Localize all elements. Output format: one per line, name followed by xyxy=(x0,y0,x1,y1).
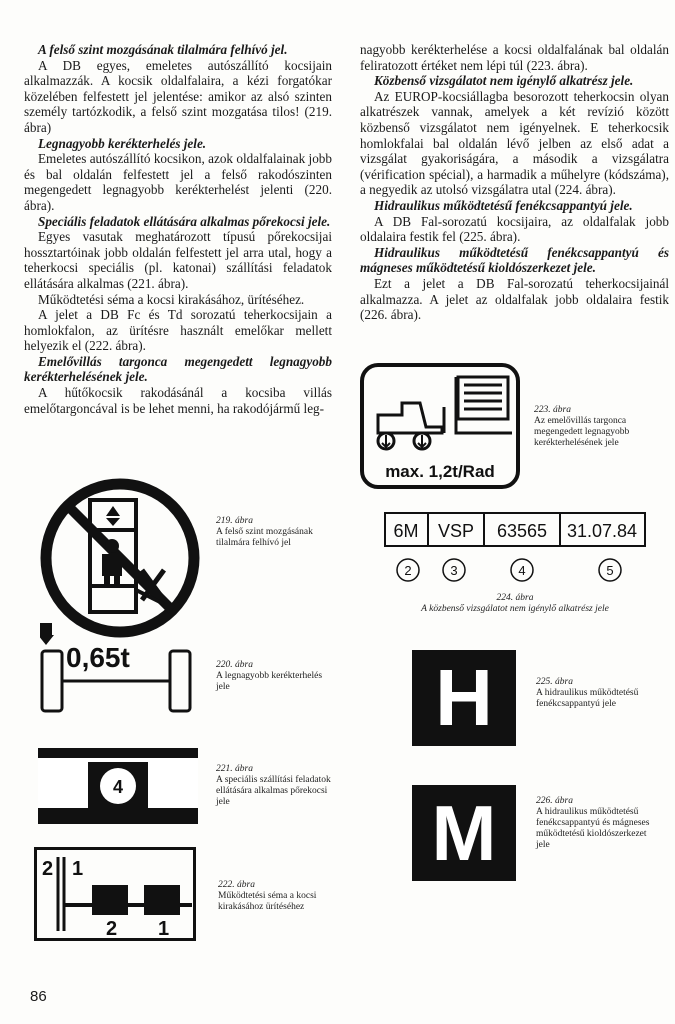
figure-219-prohibition-sign xyxy=(40,478,200,638)
paragraph: Emeletes autószállító kocsikon, azok oldalfalainak jobb és bal oldalán felfestett jel a felső rakodószinten megengedett legnagyobb kerékterhelést jelenti (220. ábra). xyxy=(24,151,332,213)
load-value: 0,65t xyxy=(66,642,130,673)
hopper-left-icon xyxy=(92,885,128,915)
marker-5: 5 xyxy=(606,563,614,578)
marker-2: 2 xyxy=(404,563,412,578)
scheme-label-top-right: 1 xyxy=(72,858,84,880)
cell-workshop-code: 63565 xyxy=(496,521,548,541)
max-load-text: max. 1,2t/Rad xyxy=(385,462,495,481)
heading-forklift-wheel-load: Emelővillás targonca megengedett legnagyobb kerékterhelésének jele. xyxy=(24,353,332,385)
paragraph: Az EUROP-kocsiállagba besorozott teherkocsin olyan alkatrészek vannak, amelyek a két revízió között közbenső vizsgálatot nem igényelnek. E teherkocsik homlokfalai bal oldalán lévő jelben az első adat a vizsgálat gyakoriságára, a második a vizsgálatra (vérification spécial), a harmadik a műhelyre (kódszáma), a negyedik az utolsó vizsgálatra utal (224. ábra). xyxy=(360,88,669,198)
caption-225: 225. ábra A hidraulikus működtetésű fenékcsappantyú jele xyxy=(536,677,639,709)
up-down-arrow-icon xyxy=(106,506,120,526)
cell-last-inspection: 31.07.84 xyxy=(566,521,638,541)
wheel-right-icon xyxy=(170,651,190,711)
heading-hydraulic-magnetic: Hidraulikus működtetésű fenékcsappantyú és mágneses működtetésű kioldószerkezet jele. xyxy=(360,244,669,276)
figure-224-inspection-label xyxy=(384,512,646,588)
figure-222-operation-scheme xyxy=(34,847,196,941)
caption-223: 223. ábra Az emelővillás targonca megengedett legnagyobb kerékterhelésének jele xyxy=(534,405,630,448)
left-text-column xyxy=(24,42,332,416)
heading-upper-level-prohibition: A felső szint mozgásának tilalmára felhívó jel. xyxy=(38,42,288,57)
caption-221: 221. ábra A speciális szállítási feladatok ellátására alkalmas pőrekocsi jele xyxy=(216,764,331,807)
figure-220-wheel-load-sign xyxy=(40,623,195,715)
heading-no-intermediate-inspection: Közbenső vizsgálatot nem igénylő alkatrész jele. xyxy=(374,73,634,89)
paragraph: Egyes vasutak meghatározott típusú pőrekocsijai hossztartóinak jobb oldalán felfestett jel arra utal, hogy a teherkocsi speciális (pl. katonai) szállítási feladatok ellátására alkalmas (221. ábra). xyxy=(24,229,332,291)
caption-224: 224. ábra A közbenső vizsgálatot nem igénylő alkatrész jele xyxy=(421,593,609,614)
caption-226: 226. ábra A hidraulikus működtetésű fenékcsappantyú és mágneses működtetésű kioldószerkezet jele xyxy=(536,796,650,850)
paragraph: A jelet a DB Fc és Td sorozatú teherkocsijain a homlokfalon, az ürítésre használt emelőkar mellett helyezik el (222. ábra). xyxy=(24,307,332,354)
scheme-label-bottom-left: 2 xyxy=(106,918,118,940)
scheme-label-top-left: 2 xyxy=(42,858,54,880)
scheme-label-bottom-right: 1 xyxy=(158,918,170,940)
figure-225-hydraulic-sign: H xyxy=(412,650,516,746)
caption-220: 220. ábra A legnagyobb kerékterhelés jele xyxy=(216,660,323,692)
cell-vsp: VSP xyxy=(437,521,475,541)
caption-222: 222. ábra Működtetési séma a kocsi kirakásához ürítéséhez xyxy=(218,880,317,912)
figure-223-forklift-sign xyxy=(360,363,520,489)
paragraph: A DB Fal-sorozatú kocsijaira, az oldalfalak jobb oldalaira festik fel (225. ábra). xyxy=(360,213,669,245)
paragraph: Ezt a jelet a DB Fal-sorozatú teherkocsijainál alkalmazza. A jelet az oldalfalak jobb oldalaira festik (226. ábra). xyxy=(360,275,669,323)
load-arrow-icon xyxy=(40,623,52,635)
marker-4: 4 xyxy=(518,563,526,578)
heading-max-wheel-load: Legnagyobb kerékterhelés jele. xyxy=(38,135,207,151)
page-number: 86 xyxy=(30,988,47,1005)
paragraph: A DB egyes, emeletes autószállító kocsijain alkalmazzák. A kocsik oldalfalaira, a kézi forgatókar közelében felfestett jel jelentése: amikor az alsó szinten személy tartózkodik, a felső szint mozgatása tilos! (219. ábra) xyxy=(24,57,332,135)
figure-226-magnetic-sign: M xyxy=(412,785,516,881)
wheel-left-icon xyxy=(42,651,62,711)
hopper-right-icon xyxy=(144,885,180,915)
paragraph: Működtetési séma a kocsi kirakásához, ürítéséhez. xyxy=(38,291,305,307)
figure-221-special-flatcar-sign xyxy=(38,748,198,832)
container-icon xyxy=(458,377,508,419)
forklift-icon xyxy=(378,403,442,433)
caption-219: 219. ábra A felső szint mozgásának tilalmára felhívó jel xyxy=(216,516,313,548)
flatcar-number: 4 xyxy=(112,777,124,797)
heading-hydraulic-flap: Hidraulikus működtetésű fenékcsappantyú jele. xyxy=(374,197,633,213)
person-icon xyxy=(105,539,119,553)
paragraph: A hűtőkocsik rakodásánál a kocsiba villás emelőtargoncával is be lehet menni, ha rakodójármű leg- xyxy=(24,385,332,416)
marker-3: 3 xyxy=(450,563,458,578)
paragraph: nagyobb kerékterhelése a kocsi oldalfalának bal oldalán feliratozott értéket nem lépi túl (223. ábra). xyxy=(360,42,669,73)
cell-frequency: 6M xyxy=(393,521,419,541)
right-text-column xyxy=(360,42,669,323)
heading-special-flatcar: Speciális feladatok ellátására alkalmas pőrekocsi jele. xyxy=(38,213,331,229)
